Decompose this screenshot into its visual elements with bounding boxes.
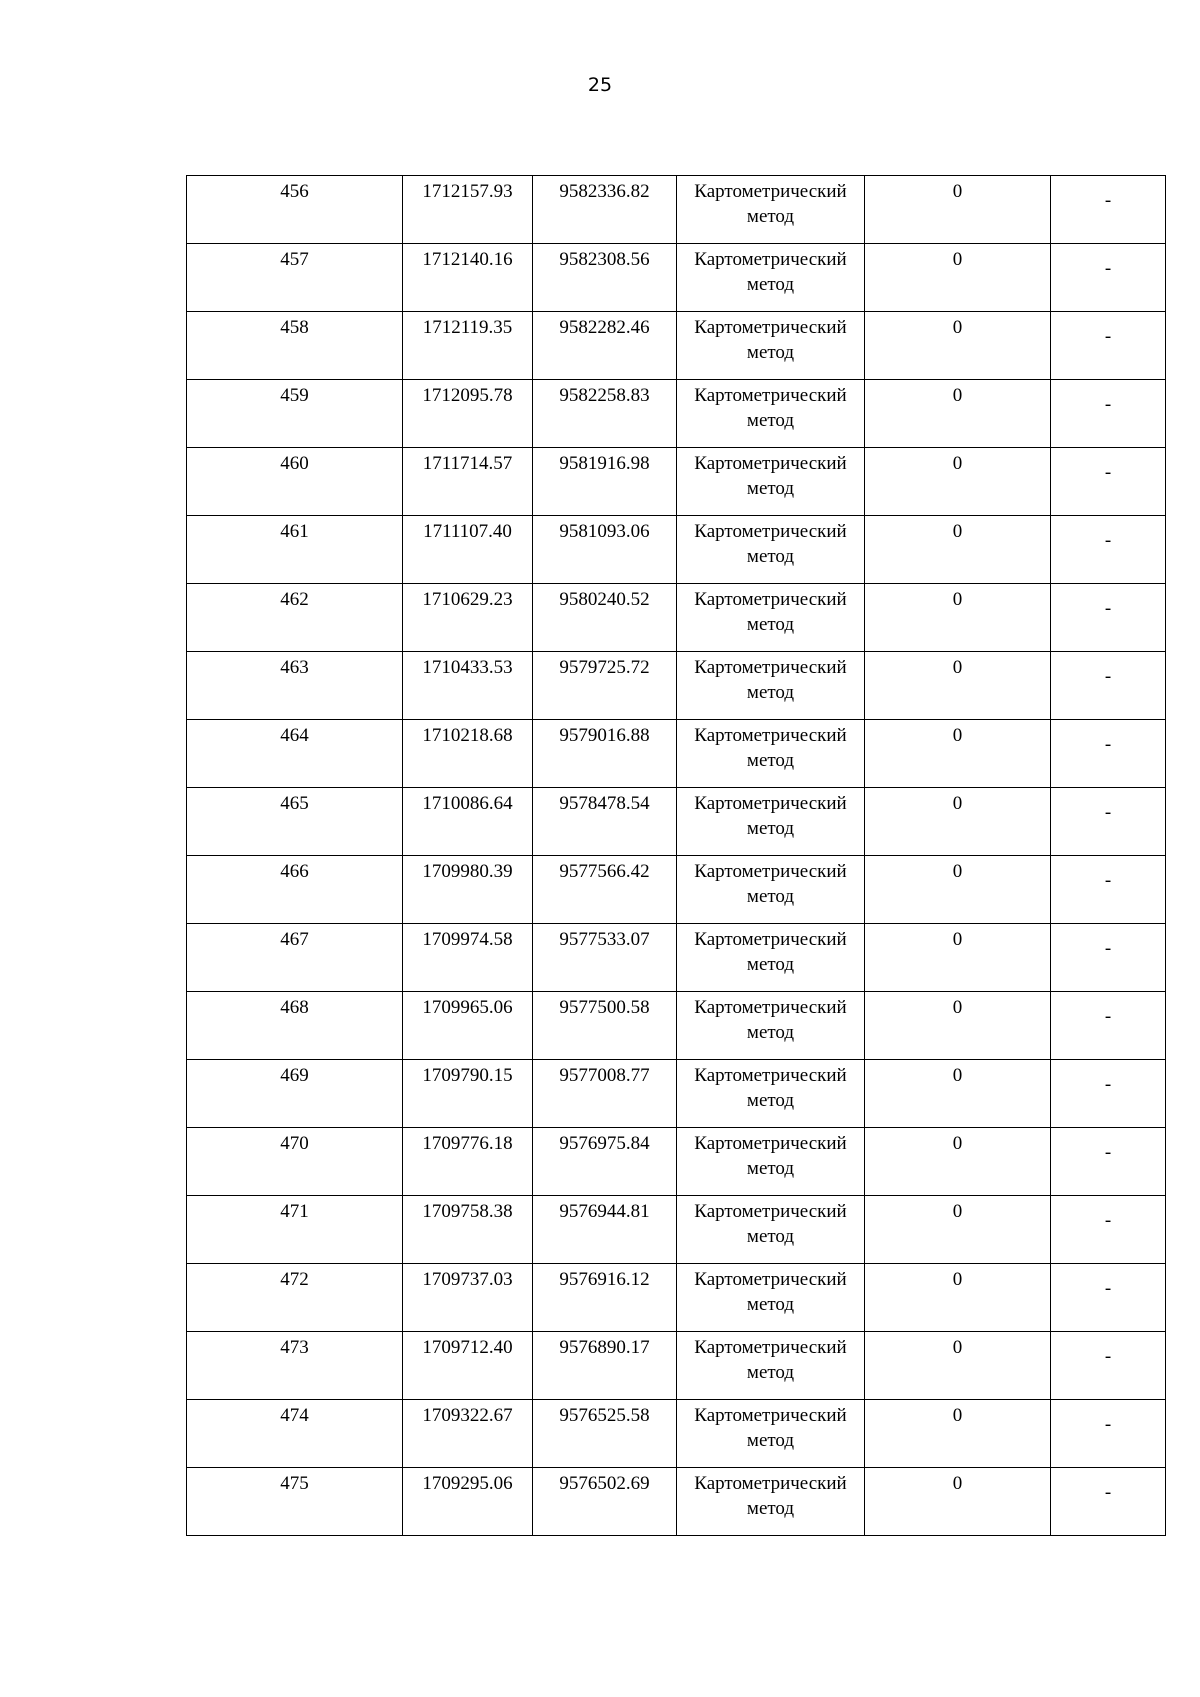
method-line-2: метод (746, 1090, 795, 1111)
point-number: 473 (280, 1337, 309, 1358)
x-coordinate-cell (403, 856, 533, 924)
error-value: 0 (952, 657, 963, 678)
point-number: 474 (280, 1405, 309, 1426)
x-coordinate: 1709322.67 (422, 1405, 513, 1426)
method-cell (677, 924, 865, 992)
x-coordinate: 1710433.53 (422, 657, 513, 678)
method-line-1: Картометрический (694, 1065, 847, 1086)
error-value: 0 (952, 1405, 963, 1426)
y-coordinate-cell (533, 720, 677, 788)
point-number: 458 (280, 317, 309, 338)
x-coordinate: 1711107.40 (423, 521, 512, 542)
point-number: 466 (280, 861, 309, 882)
point-number: 457 (280, 249, 309, 270)
description-cell (1051, 720, 1166, 788)
method-line-2: метод (746, 1430, 795, 1451)
y-coordinate-cell (533, 1196, 677, 1264)
point-number: 472 (280, 1269, 309, 1290)
y-coordinate: 9582336.82 (559, 181, 650, 202)
point-number: 460 (280, 453, 309, 474)
method-cell (677, 1128, 865, 1196)
error-value: 0 (952, 1065, 963, 1086)
method-line-1: Картометрический (694, 861, 847, 882)
point-number: 467 (280, 929, 309, 950)
table-row (187, 312, 1166, 380)
x-coordinate: 1712157.93 (422, 181, 513, 202)
method-line-1: Картометрический (694, 1405, 847, 1426)
error-value: 0 (952, 1201, 963, 1222)
description-cell (1051, 1060, 1166, 1128)
error-cell (865, 1196, 1051, 1264)
error-cell (865, 1332, 1051, 1400)
point-number: 459 (280, 385, 309, 406)
description-cell (1051, 1196, 1166, 1264)
y-coordinate-cell (533, 1468, 677, 1536)
description-cell (1051, 584, 1166, 652)
x-coordinate: 1709965.06 (422, 997, 513, 1018)
error-value: 0 (952, 1473, 963, 1494)
y-coordinate-cell (533, 992, 677, 1060)
x-coordinate-cell (403, 1332, 533, 1400)
method-cell (677, 448, 865, 516)
method-line-2: метод (746, 954, 795, 975)
description-value: - (1104, 1074, 1112, 1095)
point-number: 471 (280, 1201, 309, 1222)
page-number: 25 (587, 74, 613, 96)
description-value: - (1104, 1210, 1112, 1231)
error-value: 0 (952, 997, 963, 1018)
error-cell (865, 652, 1051, 720)
x-coordinate: 1709737.03 (422, 1269, 513, 1290)
error-value: 0 (952, 793, 963, 814)
point-number: 468 (280, 997, 309, 1018)
method-line-2: метод (746, 818, 795, 839)
point-number: 469 (280, 1065, 309, 1086)
table-row (187, 1468, 1166, 1536)
point-number-cell (187, 1060, 403, 1128)
description-value: - (1104, 870, 1112, 891)
table-row (187, 856, 1166, 924)
error-value: 0 (952, 725, 963, 746)
error-cell (865, 1400, 1051, 1468)
x-coordinate-cell (403, 1196, 533, 1264)
x-coordinate: 1709974.58 (422, 929, 513, 950)
description-value: - (1104, 1142, 1112, 1163)
x-coordinate-cell (403, 176, 533, 244)
error-cell (865, 1128, 1051, 1196)
y-coordinate-cell (533, 244, 677, 312)
description-value: - (1104, 734, 1112, 755)
table-row (187, 448, 1166, 516)
description-cell (1051, 924, 1166, 992)
description-cell (1051, 652, 1166, 720)
description-value: - (1104, 1482, 1112, 1503)
y-coordinate: 9577566.42 (559, 861, 650, 882)
x-coordinate-cell (403, 1264, 533, 1332)
x-coordinate-cell (403, 1400, 533, 1468)
y-coordinate: 9576525.58 (559, 1405, 650, 1426)
error-value: 0 (952, 521, 963, 542)
method-line-1: Картометрический (694, 725, 847, 746)
point-number-cell (187, 516, 403, 584)
method-line-2: метод (746, 206, 795, 227)
y-coordinate-cell (533, 924, 677, 992)
description-cell (1051, 1264, 1166, 1332)
method-line-1: Картометрический (694, 793, 847, 814)
y-coordinate: 9582308.56 (559, 249, 650, 270)
x-coordinate: 1712119.35 (422, 317, 513, 338)
method-cell (677, 720, 865, 788)
method-line-1: Картометрический (694, 453, 847, 474)
point-number: 470 (280, 1133, 309, 1154)
point-number-cell (187, 584, 403, 652)
x-coordinate: 1709712.40 (422, 1337, 513, 1358)
point-number-cell (187, 1196, 403, 1264)
table-row (187, 176, 1166, 244)
y-coordinate: 9577533.07 (559, 929, 650, 950)
description-value: - (1104, 1414, 1112, 1435)
y-coordinate: 9581916.98 (559, 453, 650, 474)
method-line-2: метод (746, 1226, 795, 1247)
method-line-2: метод (746, 750, 795, 771)
method-line-2: метод (746, 274, 795, 295)
table-row (187, 720, 1166, 788)
error-cell (865, 380, 1051, 448)
error-cell (865, 176, 1051, 244)
table-row (187, 788, 1166, 856)
error-value: 0 (952, 589, 963, 610)
method-cell (677, 176, 865, 244)
x-coordinate-cell (403, 448, 533, 516)
point-number-cell (187, 1332, 403, 1400)
y-coordinate: 9580240.52 (559, 589, 650, 610)
description-cell (1051, 176, 1166, 244)
x-coordinate: 1709790.15 (422, 1065, 513, 1086)
x-coordinate-cell (403, 924, 533, 992)
point-number-cell (187, 652, 403, 720)
y-coordinate: 9576944.81 (559, 1201, 650, 1222)
error-value: 0 (952, 1133, 963, 1154)
y-coordinate-cell (533, 1400, 677, 1468)
error-cell (865, 312, 1051, 380)
point-number: 463 (280, 657, 309, 678)
x-coordinate-cell (403, 992, 533, 1060)
point-number-cell (187, 312, 403, 380)
x-coordinate: 1712140.16 (422, 249, 513, 270)
method-cell (677, 1400, 865, 1468)
x-coordinate-cell (403, 516, 533, 584)
error-value: 0 (952, 249, 963, 270)
error-cell (865, 1060, 1051, 1128)
method-cell (677, 856, 865, 924)
description-value: - (1104, 530, 1112, 551)
description-cell (1051, 1468, 1166, 1536)
description-value: - (1104, 258, 1112, 279)
description-value: - (1104, 598, 1112, 619)
description-cell (1051, 380, 1166, 448)
method-line-2: метод (746, 546, 795, 567)
error-cell (865, 856, 1051, 924)
point-number-cell (187, 720, 403, 788)
point-number-cell (187, 244, 403, 312)
table-row (187, 244, 1166, 312)
method-cell (677, 652, 865, 720)
error-cell (865, 720, 1051, 788)
description-value: - (1104, 1006, 1112, 1027)
method-cell (677, 380, 865, 448)
method-cell (677, 1060, 865, 1128)
method-line-1: Картометрический (694, 1201, 847, 1222)
x-coordinate: 1709295.06 (422, 1473, 513, 1494)
x-coordinate-cell (403, 1060, 533, 1128)
method-line-2: метод (746, 1022, 795, 1043)
description-cell (1051, 448, 1166, 516)
method-line-2: метод (746, 1294, 795, 1315)
error-value: 0 (952, 181, 963, 202)
error-cell (865, 1468, 1051, 1536)
method-line-1: Картометрический (694, 589, 847, 610)
method-cell (677, 312, 865, 380)
y-coordinate-cell (533, 652, 677, 720)
x-coordinate-cell (403, 584, 533, 652)
error-value: 0 (952, 929, 963, 950)
y-coordinate: 9577008.77 (559, 1065, 650, 1086)
y-coordinate: 9579725.72 (559, 657, 650, 678)
method-cell (677, 1264, 865, 1332)
y-coordinate-cell (533, 516, 677, 584)
y-coordinate-cell (533, 1060, 677, 1128)
method-line-2: метод (746, 478, 795, 499)
x-coordinate: 1710629.23 (422, 589, 513, 610)
x-coordinate-cell (403, 312, 533, 380)
point-number-cell (187, 448, 403, 516)
error-value: 0 (952, 385, 963, 406)
error-value: 0 (952, 317, 963, 338)
x-coordinate: 1712095.78 (422, 385, 513, 406)
table-row (187, 1196, 1166, 1264)
x-coordinate-cell (403, 1468, 533, 1536)
method-line-1: Картометрический (694, 1337, 847, 1358)
table-row (187, 584, 1166, 652)
method-cell (677, 1468, 865, 1536)
method-line-1: Картометрический (694, 997, 847, 1018)
description-value: - (1104, 666, 1112, 687)
method-line-2: метод (746, 886, 795, 907)
y-coordinate: 9576916.12 (559, 1269, 650, 1290)
method-cell (677, 992, 865, 1060)
y-coordinate-cell (533, 584, 677, 652)
description-cell (1051, 856, 1166, 924)
error-value: 0 (952, 1337, 963, 1358)
method-line-1: Картометрический (694, 385, 847, 406)
x-coordinate-cell (403, 652, 533, 720)
point-number-cell (187, 1468, 403, 1536)
point-number-cell (187, 788, 403, 856)
method-cell (677, 516, 865, 584)
point-number-cell (187, 380, 403, 448)
y-coordinate: 9577500.58 (559, 997, 650, 1018)
y-coordinate: 9582282.46 (559, 317, 650, 338)
error-cell (865, 924, 1051, 992)
error-value: 0 (952, 861, 963, 882)
description-value: - (1104, 802, 1112, 823)
point-number: 456 (280, 181, 309, 202)
method-line-1: Картометрический (694, 1133, 847, 1154)
coordinates-table (186, 175, 1166, 1536)
point-number: 465 (280, 793, 309, 814)
x-coordinate-cell (403, 1128, 533, 1196)
description-value: - (1104, 326, 1112, 347)
coordinates-table-body (187, 176, 1166, 1536)
y-coordinate-cell (533, 788, 677, 856)
error-cell (865, 516, 1051, 584)
y-coordinate-cell (533, 1332, 677, 1400)
method-line-1: Картометрический (694, 929, 847, 950)
method-line-1: Картометрический (694, 249, 847, 270)
point-number: 475 (280, 1473, 309, 1494)
method-line-1: Картометрический (694, 181, 847, 202)
error-cell (865, 448, 1051, 516)
point-number-cell (187, 1400, 403, 1468)
method-line-2: метод (746, 1158, 795, 1179)
method-line-2: метод (746, 410, 795, 431)
method-line-1: Картометрический (694, 1269, 847, 1290)
method-line-1: Картометрический (694, 657, 847, 678)
point-number-cell (187, 924, 403, 992)
y-coordinate-cell (533, 448, 677, 516)
description-cell (1051, 244, 1166, 312)
table-row (187, 1264, 1166, 1332)
x-coordinate: 1709758.38 (422, 1201, 513, 1222)
method-line-1: Картометрический (694, 521, 847, 542)
x-coordinate: 1710086.64 (422, 793, 513, 814)
method-cell (677, 584, 865, 652)
y-coordinate: 9582258.83 (559, 385, 650, 406)
table-row (187, 1128, 1166, 1196)
error-value: 0 (952, 1269, 963, 1290)
y-coordinate-cell (533, 380, 677, 448)
point-number-cell (187, 856, 403, 924)
error-cell (865, 584, 1051, 652)
description-value: - (1104, 394, 1112, 415)
table-row (187, 516, 1166, 584)
x-coordinate-cell (403, 244, 533, 312)
point-number-cell (187, 1128, 403, 1196)
x-coordinate: 1710218.68 (422, 725, 513, 746)
point-number-cell (187, 176, 403, 244)
point-number: 464 (280, 725, 309, 746)
y-coordinate-cell (533, 856, 677, 924)
method-line-1: Картометрический (694, 1473, 847, 1494)
table-row (187, 1060, 1166, 1128)
x-coordinate: 1709980.39 (422, 861, 513, 882)
x-coordinate-cell (403, 720, 533, 788)
point-number: 462 (280, 589, 309, 610)
description-cell (1051, 992, 1166, 1060)
description-cell (1051, 788, 1166, 856)
y-coordinate: 9576890.17 (559, 1337, 650, 1358)
table-row (187, 1332, 1166, 1400)
error-cell (865, 992, 1051, 1060)
point-number: 461 (280, 521, 309, 542)
description-value: - (1104, 190, 1112, 211)
method-line-2: метод (746, 1362, 795, 1383)
error-value: 0 (952, 453, 963, 474)
y-coordinate-cell (533, 176, 677, 244)
table-row (187, 380, 1166, 448)
description-cell (1051, 1128, 1166, 1196)
method-line-1: Картометрический (694, 317, 847, 338)
y-coordinate: 9578478.54 (559, 793, 650, 814)
description-cell (1051, 312, 1166, 380)
y-coordinate-cell (533, 1128, 677, 1196)
x-coordinate: 1709776.18 (422, 1133, 513, 1154)
table-row (187, 1400, 1166, 1468)
method-line-2: метод (746, 1498, 795, 1519)
table-row (187, 652, 1166, 720)
x-coordinate-cell (403, 788, 533, 856)
method-cell (677, 244, 865, 312)
description-value: - (1104, 462, 1112, 483)
description-cell (1051, 1332, 1166, 1400)
description-cell (1051, 516, 1166, 584)
error-cell (865, 788, 1051, 856)
description-value: - (1104, 938, 1112, 959)
method-line-2: метод (746, 342, 795, 363)
table-row (187, 924, 1166, 992)
y-coordinate: 9576502.69 (559, 1473, 650, 1494)
x-coordinate-cell (403, 380, 533, 448)
method-cell (677, 788, 865, 856)
point-number-cell (187, 992, 403, 1060)
y-coordinate-cell (533, 1264, 677, 1332)
description-value: - (1104, 1346, 1112, 1367)
method-line-2: метод (746, 682, 795, 703)
y-coordinate: 9581093.06 (559, 521, 650, 542)
x-coordinate: 1711714.57 (422, 453, 513, 474)
y-coordinate: 9576975.84 (559, 1133, 650, 1154)
method-line-2: метод (746, 614, 795, 635)
y-coordinate: 9579016.88 (559, 725, 650, 746)
description-cell (1051, 1400, 1166, 1468)
method-cell (677, 1196, 865, 1264)
description-value: - (1104, 1278, 1112, 1299)
error-cell (865, 1264, 1051, 1332)
method-cell (677, 1332, 865, 1400)
y-coordinate-cell (533, 312, 677, 380)
point-number-cell (187, 1264, 403, 1332)
table-row (187, 992, 1166, 1060)
error-cell (865, 244, 1051, 312)
